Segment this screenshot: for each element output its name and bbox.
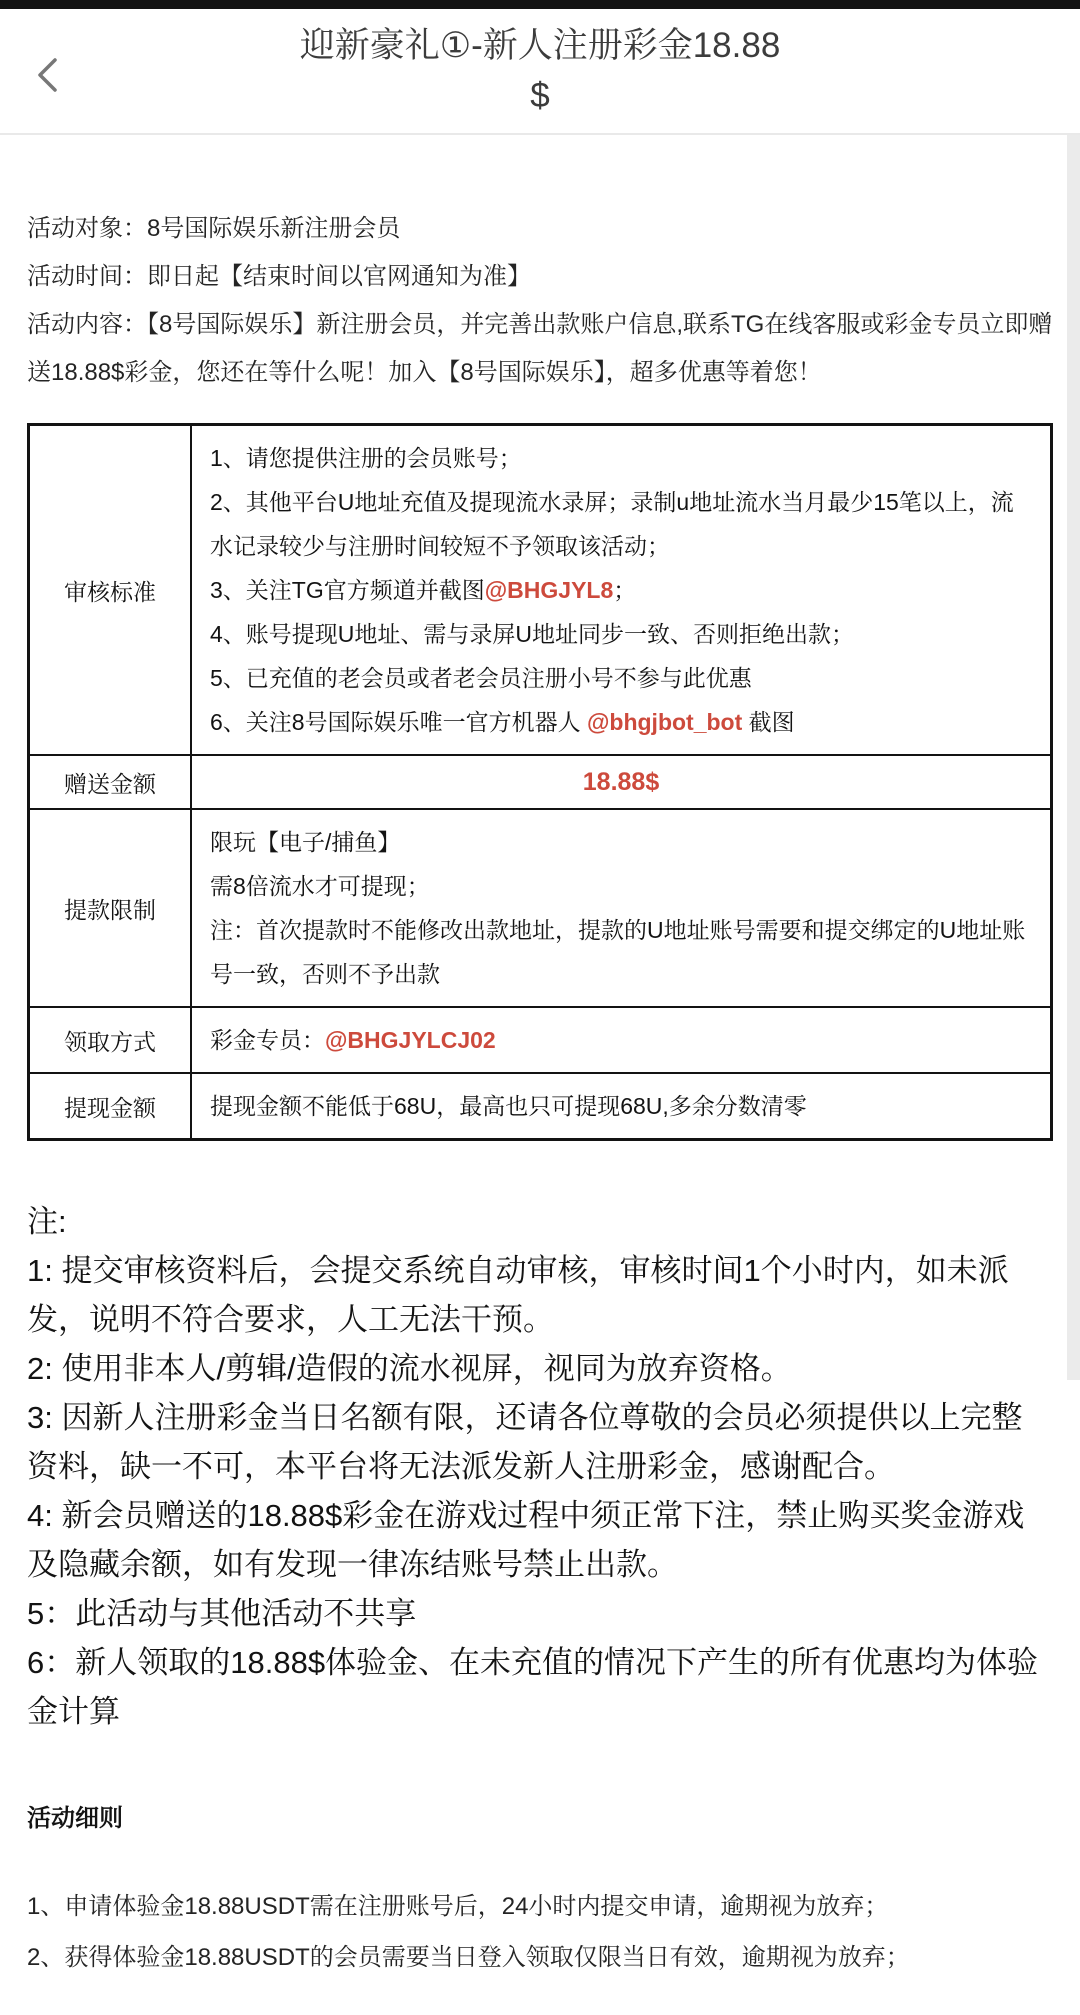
withdraw-amount-text: 提现金额不能低于68U，最高也只可提现68U,多余分数清零 (210, 1093, 807, 1119)
row-label-withdraw-limit: 提款限制 (29, 809, 192, 1007)
review-item: 1、请您提供注册的会员账号； (210, 445, 522, 471)
telegram-bot-link[interactable]: @bhgjbot_bot (586, 709, 743, 735)
withdraw-limit-line: 需8倍流水才可提现； (210, 873, 430, 899)
review-item: 5、已充值的老会员或者老会员注册小号不参与此优惠 (210, 665, 752, 691)
bonus-agent-link[interactable]: @BHGJYLCJ02 (325, 1027, 496, 1053)
intro-section (27, 205, 1053, 397)
withdraw-limit-line: 限玩【电子/捕鱼】 (210, 829, 401, 855)
table-row-withdraw-amount (29, 1073, 1052, 1140)
table-row-withdraw-limit (29, 809, 1052, 1007)
details-item: 2、获得体验金18.88USDT的会员需要当日登入领取仅限当日有效，逾期视为放弃； (27, 1944, 910, 1971)
table-row-bonus (29, 755, 1052, 809)
claim-line (210, 1018, 1032, 1062)
note-item: 6：新人领取的18.88$体验金、在未充值的情况下产生的所有优惠均为体验金计算 (27, 1645, 1039, 1729)
bonus-amount: 18.88$ (582, 768, 660, 796)
withdraw-limit-line: 注：首次提款时不能修改出款地址，提款的U地址账号需要和提交绑定的U地址账号一致，否则不予出款 (210, 917, 1026, 987)
note-item: 3: 因新人注册彩金当日名额有限，还请各位尊敬的会员必须提供以上完整资料，缺一不可，本平台将无法派发新人注册彩金，感谢配合。 (27, 1400, 1023, 1484)
details-items (27, 1881, 1053, 1983)
review-item-text: 6、关注8号国际娱乐唯一官方机器人 (210, 709, 587, 735)
row-label-review: 审核标准 (29, 425, 192, 756)
chevron-left-icon (28, 53, 72, 97)
telegram-channel-link[interactable]: @BHGJYL8 (484, 577, 614, 603)
row-cell-bonus (191, 755, 1052, 809)
row-cell-withdraw-amount (191, 1073, 1052, 1140)
row-label-withdraw-amount: 提现金额 (29, 1073, 192, 1140)
row-cell-withdraw-limit (191, 809, 1052, 1007)
row-label-claim: 领取方式 (29, 1007, 192, 1073)
claim-text: 彩金专员： (210, 1027, 325, 1053)
status-bar (0, 0, 1080, 9)
page-title-line2: $ (530, 76, 550, 115)
review-item (210, 568, 1032, 612)
table-row-review (29, 425, 1052, 756)
details-heading: 活动细则 (27, 1805, 123, 1832)
details-item: 1、申请体验金18.88USDT需在注册账号后，24小时内提交申请，逾期视为放弃； (27, 1893, 889, 1920)
main-content (0, 135, 1080, 1983)
row-cell-review (191, 425, 1052, 756)
header (0, 9, 1080, 135)
row-label-bonus: 赠送金额 (29, 755, 192, 809)
notes-section (27, 1197, 1053, 1736)
table-row-claim (29, 1007, 1052, 1073)
note-item: 2: 使用非本人/剪辑/造假的流水视屏，视同为放弃资格。 (27, 1351, 792, 1386)
back-button[interactable] (28, 53, 72, 97)
page-title-line1: 迎新豪礼①-新人注册彩金18.88 (299, 26, 781, 65)
review-item-text: ； (613, 577, 637, 603)
note-item: 4: 新会员赠送的18.88$彩金在游戏过程中须正常下注，禁止购买奖金游戏及隐藏余额，如有发现一律冻结账号禁止出款。 (27, 1498, 1025, 1582)
promo-rules-table (27, 423, 1053, 1141)
activity-target: 活动对象：8号国际娱乐新注册会员 (27, 215, 401, 242)
review-item (210, 700, 1032, 744)
review-item: 2、其他平台U地址充值及提现流水录屏；录制u地址流水当月最少15笔以上，流水记录较少与注册时间较短不予领取该活动； (210, 489, 1014, 559)
note-item: 1: 提交审核资料后，会提交系统自动审核，审核时间1个小时内，如未派发，说明不符合要求，人工无法干预。 (27, 1253, 1009, 1337)
scrollbar[interactable] (1067, 135, 1080, 1380)
page-title (120, 9, 960, 121)
note-item: 5：此活动与其他活动不共享 (27, 1596, 417, 1631)
details-section (27, 1798, 1053, 1983)
review-item-text: 截图 (742, 709, 795, 735)
row-cell-claim (191, 1007, 1052, 1073)
activity-content: 活动内容：【8号国际娱乐】新注册会员，并完善出款账户信息,联系TG在线客服或彩金专员立即赠送18.88$彩金，您还在等什么呢！加入【8号国际娱乐】，超多优惠等着您！ (27, 311, 1053, 386)
activity-time: 活动时间：即日起【结束时间以官网通知为准】 (27, 263, 531, 290)
notes-heading: 注: (27, 1204, 67, 1239)
review-item-text: 3、关注TG官方频道并截图 (210, 577, 485, 603)
review-item: 4、账号提现U地址、需与录屏U地址同步一致、否则拒绝出款； (210, 621, 855, 647)
